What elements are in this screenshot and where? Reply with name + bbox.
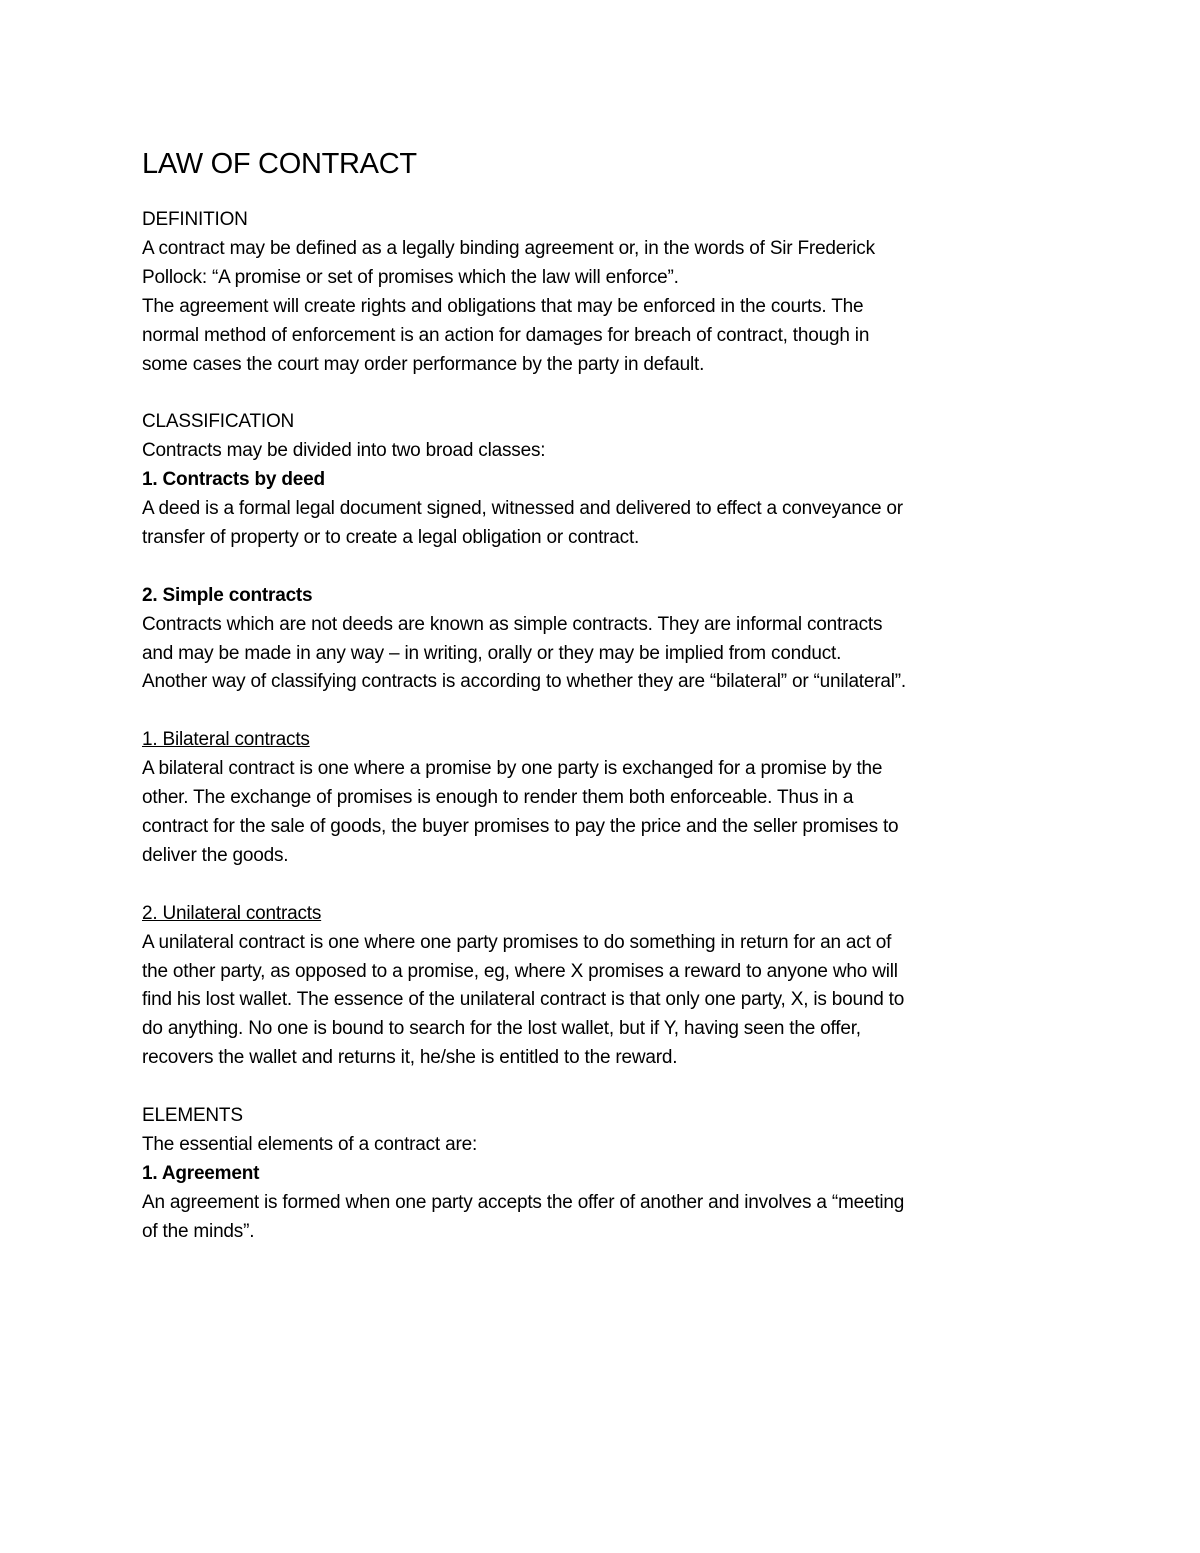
agreement-heading: 1. Agreement <box>142 1162 260 1184</box>
unilateral-heading: 2. Unilateral contracts <box>142 902 322 924</box>
document-page <box>142 146 912 1247</box>
unilateral-paragraph: A unilateral contract is one where one party promises to do something in return for an act of the other party, as opposed to a promise, eg, where X promises a reward to anyone who will find his lost wallet. The essence of the unilateral contract is that only one party, X, is bound to do anything. No one is bound to search for the lost wallet, but if Y, having seen the offer, recovers the wallet and returns it, he/she is entitled to the reward. <box>142 931 905 1069</box>
deed-paragraph: A deed is a formal legal document signed, witnessed and delivered to effect a conveyance or transfer of property or to create a legal obligation or contract. <box>142 498 903 548</box>
elements-intro: The essential elements of a contract are: <box>142 1133 478 1155</box>
definition-heading: DEFINITION <box>142 209 248 230</box>
classification-another-way: Another way of classifying contracts is according to whether they are “bilateral” or “unilateral”. <box>142 671 906 693</box>
simple-contracts-paragraph: Contracts which are not deeds are known as simple contracts. They are informal contracts and may be made in any way – in writing, orally or they may be implied from conduct. <box>142 613 883 664</box>
agreement-paragraph: An agreement is formed when one party accepts the offer of another and involves a “meeting of the minds”. <box>142 1191 905 1242</box>
bilateral-heading: 1. Bilateral contracts <box>142 729 310 751</box>
document-title: LAW OF CONTRACT <box>142 148 417 180</box>
definition-paragraph-1: A contract may be defined as a legally binding agreement or, in the words of Sir Frederick Pollock: “A promise or set of promises which the law will enforce”. <box>142 237 875 288</box>
classification-intro: Contracts may be divided into two broad classes: <box>142 440 546 462</box>
definition-paragraph-2: The agreement will create rights and obligations that may be enforced in the courts. The normal method of enforcement is an action for damages for breach of contract, though in some cases the court may order performance by the party in default. <box>142 295 870 375</box>
simple-contracts-heading: 2. Simple contracts <box>142 584 313 606</box>
classification-heading: CLASSIFICATION <box>142 411 295 433</box>
bilateral-paragraph: A bilateral contract is one where a promise by one party is exchanged for a promise by the other. The exchange of promises is enough to render them both enforceable. Thus in a contract for the sale of goods, the buyer promises to pay the price and the seller promises to deliver the goods. <box>142 758 899 866</box>
deed-heading: 1. Contracts by deed <box>142 469 325 491</box>
elements-heading: ELEMENTS <box>142 1105 243 1127</box>
